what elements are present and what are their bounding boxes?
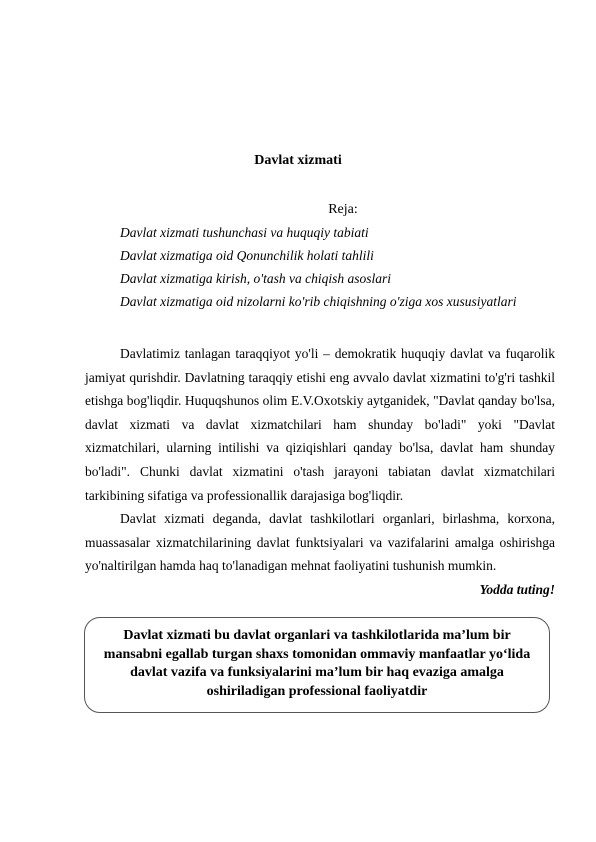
- plan-heading: Reja:: [328, 202, 358, 217]
- plan-item: Davlat xizmatiga kirish, o'tash va chiqish asoslari: [120, 271, 392, 286]
- plan-item: Davlat xizmatiga oid Qonunchilik holati tahlili: [120, 248, 374, 263]
- body-text: [85, 342, 555, 602]
- plan-item: Davlat xizmatiga oid nizolarni ko'rib chiqishning o'ziga xos xususiyatlari: [120, 294, 517, 309]
- definition-box: Davlat xizmati bu davlat organlari va tashkilotlarida ma’lum bir mansabni egallab turgan shaxs tomonidan ommaviy manfaatlar yo‘lida davlat vazifa va funksiyalarini ma’lum bir haq evaziga amalga oshiriladigan professional faoliyatdir: [84, 617, 550, 713]
- paragraph: Davlatimiz tanlagan taraqqiyot yo'li – demokratik huquqiy davlat va fuqarolik jamiyat qurishdir. Davlatning taraqqiy etishi eng avvalo davlat xizmatini to'g'ri tashkil etishga bog'liqdir. Huquqshunos olim E.V.Oxotskiy aytganidek, "Davlat qanday bo'lsa, davlat xizmati va davlat xizmatchilari ham shunday bo'ladi" yoki "Davlat xizmatchilari, ularning intilishi va qiziqishlari qanday bo'lsa, davlat ham shunday bo'ladi". Chunki davlat xizmatini o'tash jarayoni tabiatan davlat xizmatchilari tarkibining sifatiga va professionallik darajasiga bog'liqdir.: [85, 346, 555, 503]
- plan-item: Davlat xizmati tushunchasi va huquqiy tabiati: [120, 225, 369, 240]
- remember-label: Yodda tuting!: [479, 581, 555, 597]
- paragraph: Davlat xizmati deganda, davlat tashkilotlari organlari, birlashma, korxona, muassasalar xizmatchilarining davlat funktsiyalari va vazifalarini amalga oshirishga yo'naltirilgan hamda haq to'lanadigan mehnat faoliyatini tushunish mumkin.: [85, 511, 555, 574]
- page-title: Davlat xizmati: [254, 153, 342, 168]
- plan-list: [120, 221, 560, 313]
